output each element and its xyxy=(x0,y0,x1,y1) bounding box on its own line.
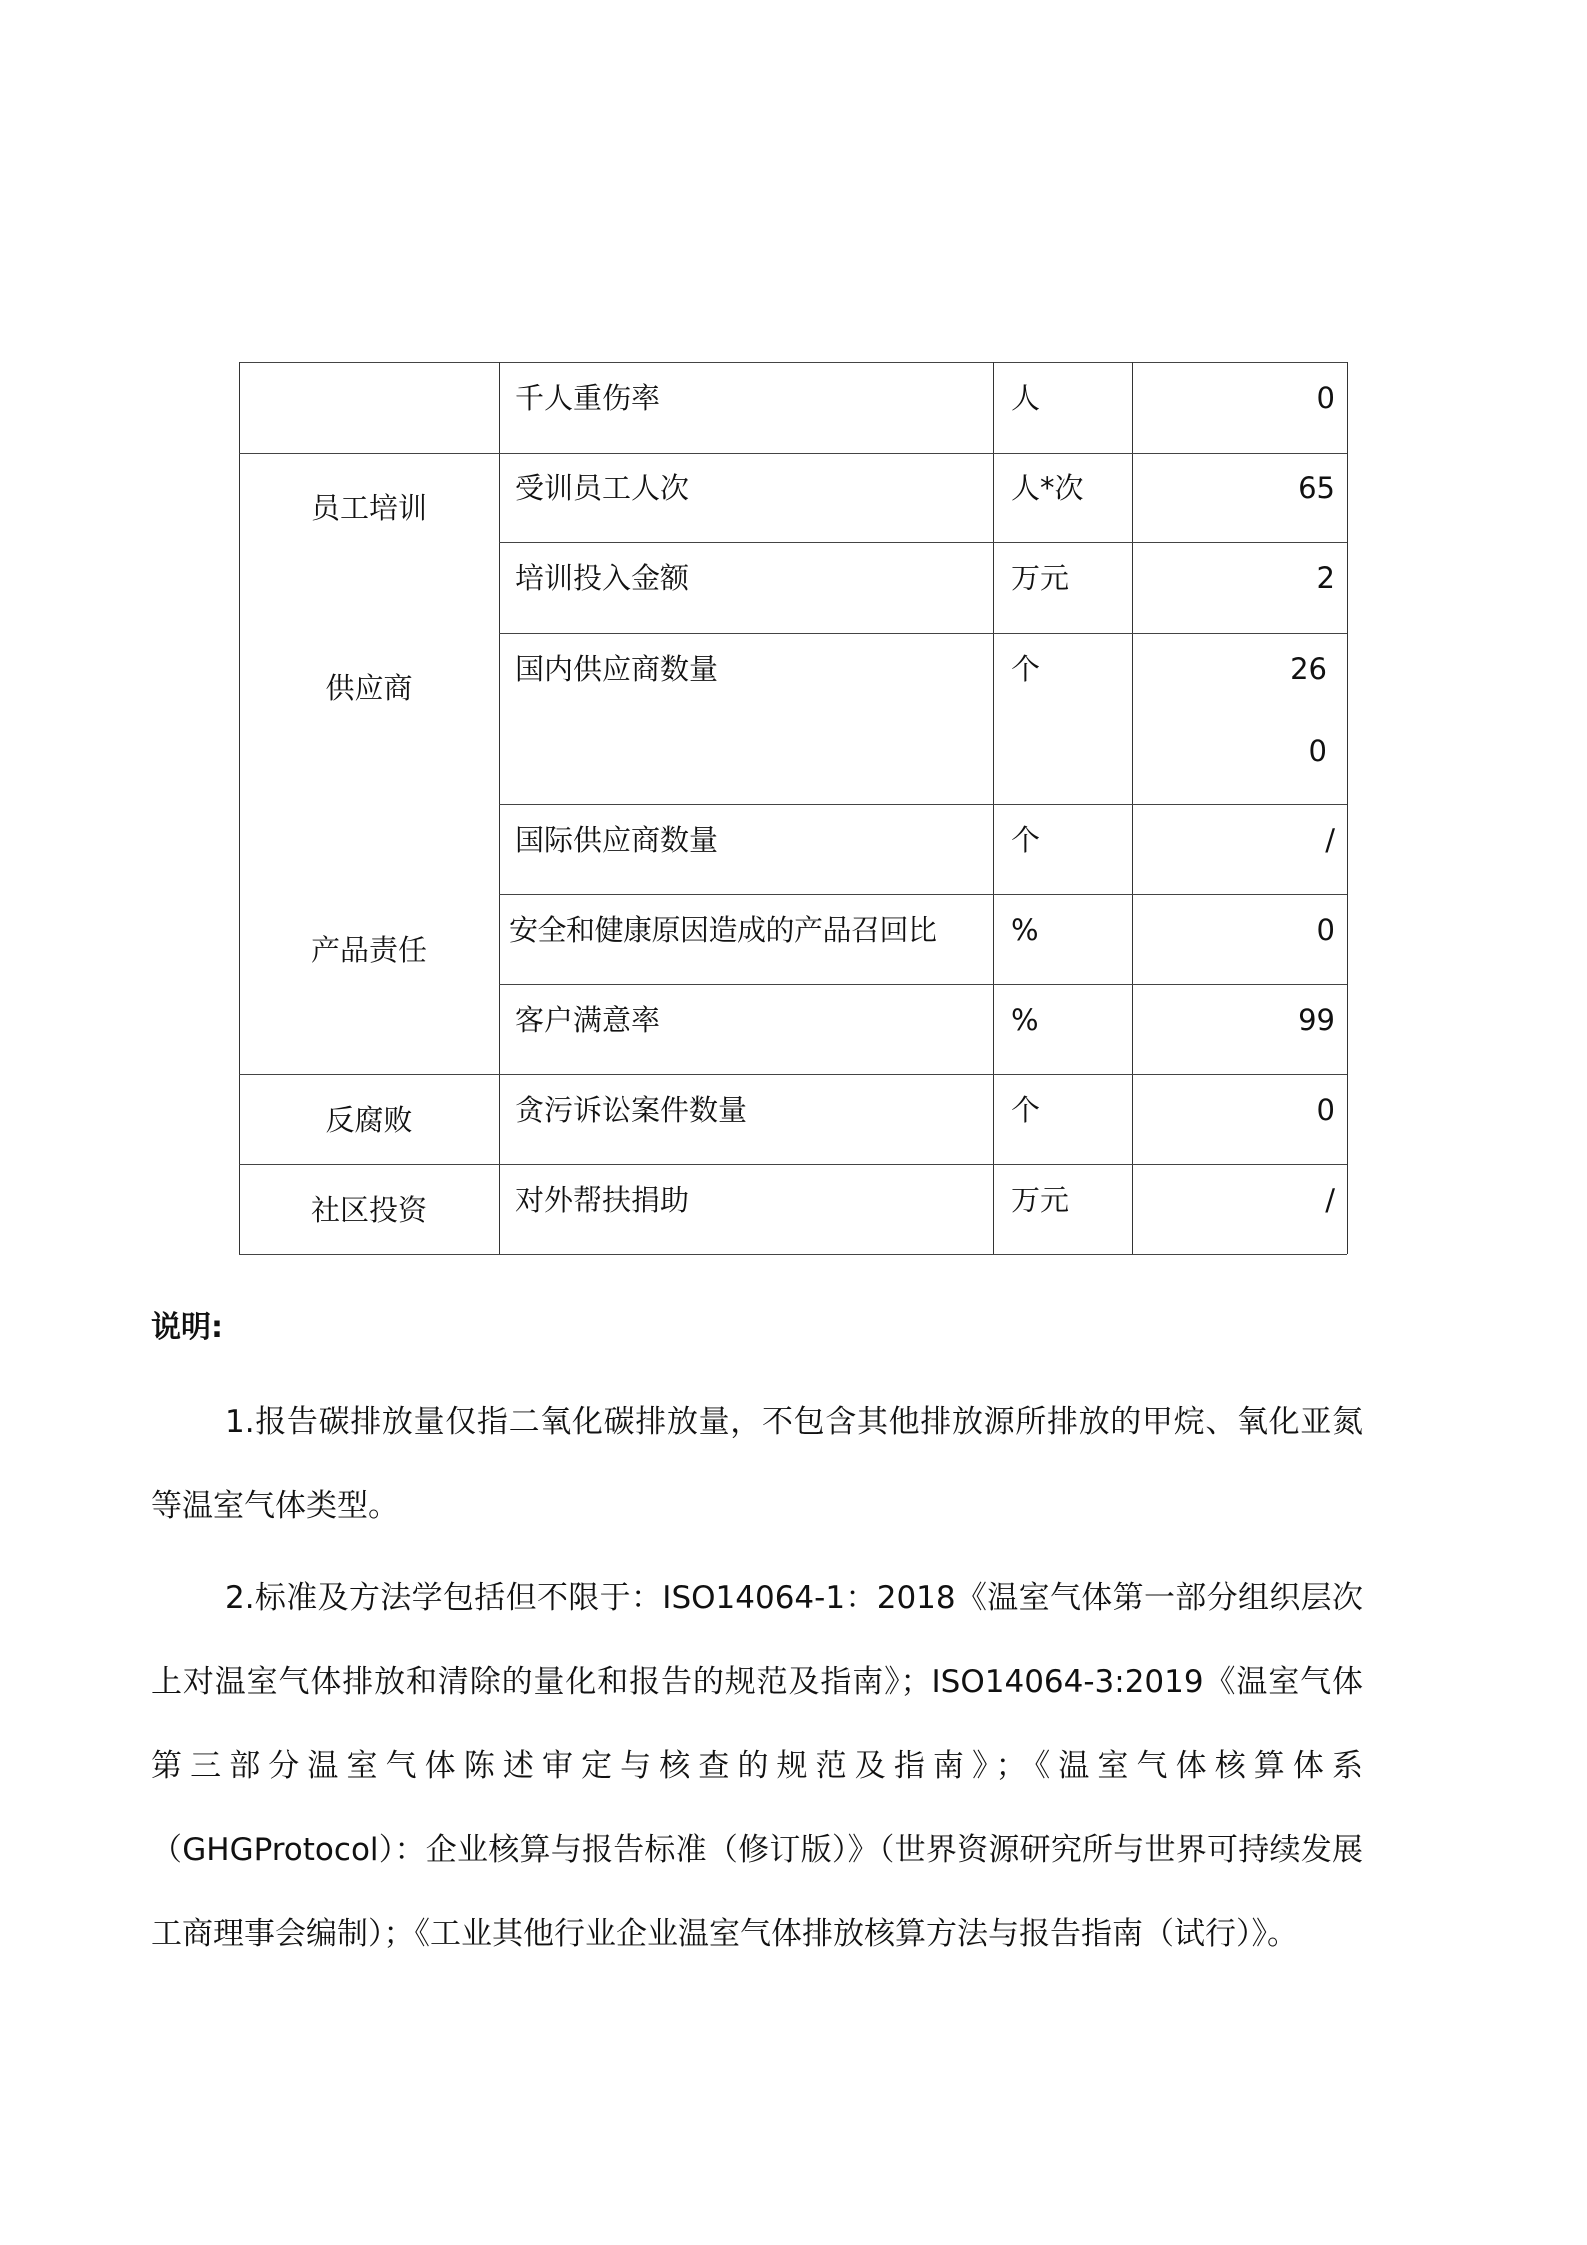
column-divider xyxy=(993,362,994,1254)
row-divider xyxy=(499,542,1347,543)
category-label: 产品责任 xyxy=(310,933,427,967)
note-paragraph: 1.报告碳排放量仅指二氧化碳排放量，不包含其他排放源所排放的甲烷、氧化亚氮等温室气体类型。 xyxy=(151,1404,1363,1524)
metric-label: 培训投入金额 xyxy=(515,561,690,595)
unit-label: 万元 xyxy=(1011,1183,1070,1217)
unit-label: 个 xyxy=(1011,823,1041,857)
metric-value: / xyxy=(1325,823,1335,857)
unit-label: 个 xyxy=(1011,1093,1041,1127)
column-divider xyxy=(1132,362,1133,1254)
metric-value: 0 xyxy=(1316,1093,1335,1127)
esg-data-table xyxy=(239,362,1347,1254)
metric-label: 国内供应商数量 xyxy=(515,652,719,686)
row-divider xyxy=(499,804,1347,805)
metric-value: 0 xyxy=(1316,913,1335,947)
row-divider xyxy=(499,894,1347,895)
table-border-bottom xyxy=(239,1254,1347,1255)
metric-label: 国际供应商数量 xyxy=(515,823,719,857)
metric-value: 0 xyxy=(1316,381,1335,415)
notes-heading: 说明: xyxy=(151,1310,223,1345)
column-divider xyxy=(499,362,500,1254)
note-paragraph: 2.标准及方法学包括但不限于：ISO14064-1：2018《温室气体第一部分组织层次上对温室气体排放和清除的量化和报告的规范及指南》；ISO14064-3:2019《温室气体第三部分温室气体陈述审定与核查的规范及指南》；《温室气体核算体系（GHGProtocol）：企业核算与报告标准（修订版）》（世界资源研究所与世界可持续发展工商理事会编制）；《工业其他行业企业温室气体排放核算方法与报告指南（试行）》。 xyxy=(151,1580,1363,1952)
table-border-top xyxy=(239,362,1347,363)
metric-value: 65 xyxy=(1298,471,1335,505)
unit-label: 人 xyxy=(1011,381,1041,415)
row-divider xyxy=(499,633,1347,634)
metric-label: 安全和健康原因造成的产品召回比 xyxy=(509,913,937,947)
category-label: 员工培训 xyxy=(310,491,427,525)
row-divider xyxy=(239,1164,1347,1165)
row-divider xyxy=(499,984,1347,985)
row-divider xyxy=(239,1074,1347,1075)
unit-label: 万元 xyxy=(1011,561,1070,595)
table-border-right xyxy=(1347,362,1348,1254)
metric-label: 千人重伤率 xyxy=(515,381,661,415)
metric-label: 受训员工人次 xyxy=(515,471,690,505)
metric-value: / xyxy=(1325,1183,1335,1217)
unit-label: 个 xyxy=(1011,652,1041,686)
unit-label: 人*次 xyxy=(1011,471,1084,505)
metric-value: 260 xyxy=(1290,652,1327,768)
category-label: 供应商 xyxy=(325,671,413,705)
metric-value: 2 xyxy=(1316,561,1335,595)
metric-label: 客户满意率 xyxy=(515,1003,661,1037)
category-label: 社区投资 xyxy=(310,1193,427,1227)
unit-label: % xyxy=(1011,913,1039,947)
row-divider xyxy=(239,453,1347,454)
unit-label: % xyxy=(1011,1003,1039,1037)
category-label: 反腐败 xyxy=(325,1103,413,1137)
metric-value: 99 xyxy=(1298,1003,1335,1037)
metric-label: 贪污诉讼案件数量 xyxy=(515,1093,748,1127)
metric-label: 对外帮扶捐助 xyxy=(515,1183,690,1217)
